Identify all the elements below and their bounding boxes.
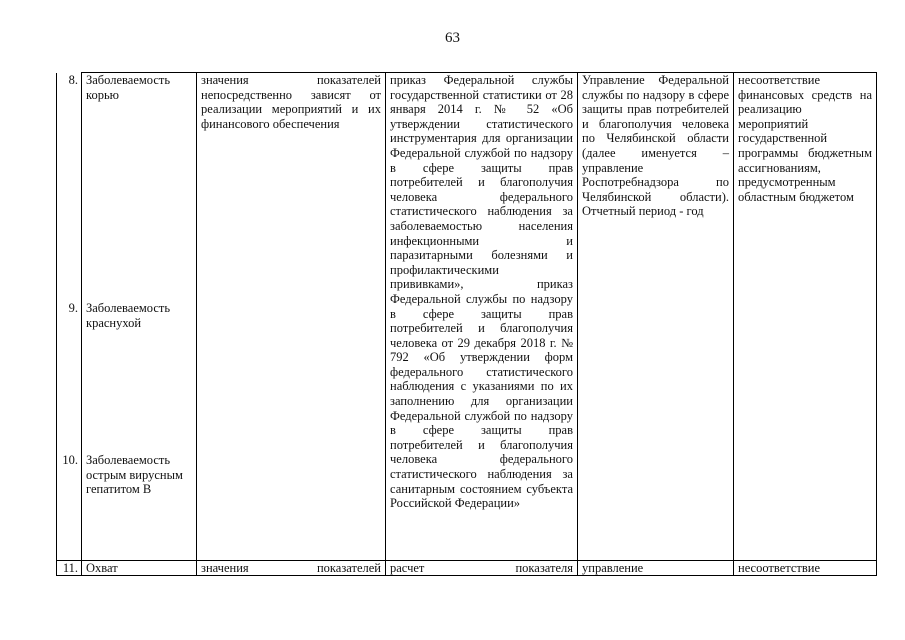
- row-number-11: 11.: [57, 560, 82, 576]
- row11-col6: несоответствие: [734, 560, 877, 576]
- indicators-table: [56, 72, 877, 576]
- responsible-text: Управление Федеральной службы по надзору в сфере защиты прав потребителей и благополучия человека по Челябинской области (далее именуется – управление Роспотребнадзора по Челябинской области). Отчетный период - год: [578, 73, 734, 561]
- indicator-name-9: Заболеваемость краснухой: [86, 301, 171, 330]
- row11-col4: расчет показателя: [386, 560, 578, 576]
- indicator-name-11: Охват: [82, 560, 197, 576]
- row11-col5: управление: [578, 560, 734, 576]
- table-row: [57, 73, 877, 561]
- row-number: [57, 73, 82, 561]
- indicator-name-8: Заболеваемость корью: [86, 73, 171, 102]
- risk-text: несоответствие финансовых средств на реализацию мероприятий государственной программы бюджетным ассигнованиям, предусмотренным областным бюджетом: [734, 73, 877, 561]
- indicator-name-cell: [82, 73, 197, 561]
- dependency-text: значения показателей непосредственно зависят от реализации мероприятий и их финансового обеспечения: [197, 73, 386, 561]
- row-number-9: 9.: [68, 300, 78, 315]
- method-source-text: приказ Федеральной службы государственной статистики от 28 января 2014 г. № 52 «Об утверждении статистического инструментария для организации Федеральной службой по надзору в сфере защиты прав потребителей и благополучия человека федерального статистического наблюдения за заболеваемостью населения инфекционными и паразитарными болезнями и профилактическими прививками», приказ Федеральной службы по надзору в сфере защиты прав потребителей и благополучия человека от 29 декабря 2018 г. № 792 «Об утверждении форм федерального статистического наблюдения с указаниями по их заполнению для организации Федеральной службой по надзору в сфере защиты прав потребителей и благополучия человека федерального статистического наблюдения за санитарным состоянием субъекта Российской Федерации»: [386, 73, 578, 561]
- row-number-8: 8.: [68, 72, 78, 87]
- page-number: 63: [445, 30, 460, 46]
- indicator-name-10: Заболеваемость острым вирусным гепатитом В: [86, 453, 183, 497]
- table-row: [57, 560, 877, 576]
- row-number-10: 10.: [62, 452, 78, 467]
- row11-col3: значения показателей: [197, 560, 386, 576]
